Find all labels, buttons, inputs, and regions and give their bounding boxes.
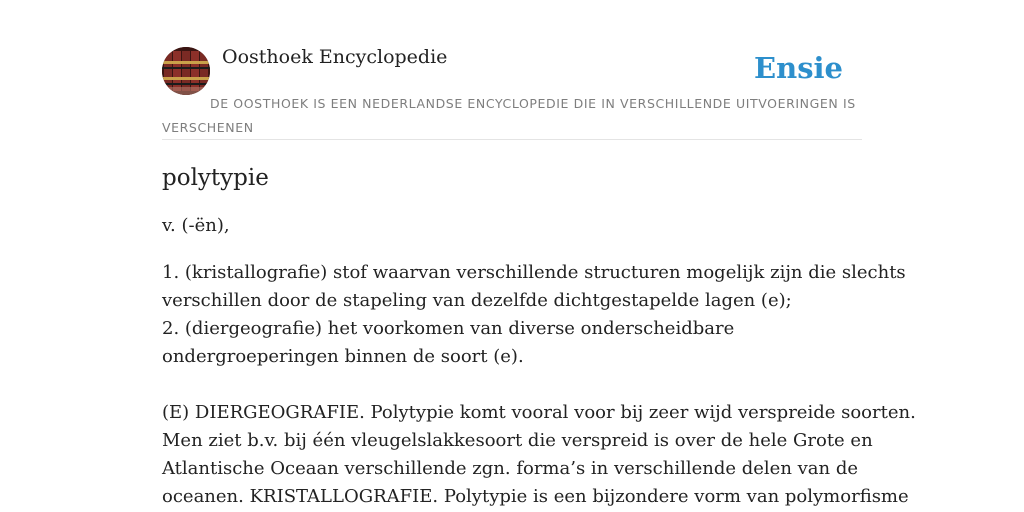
explanation-line: (E) DIERGEOGRAFIE. Polytypie komt vooral voor bij zeer wijd verspreide soorten. [162,402,916,423]
definition-line: verschillen door de stapeling van dezelfde dichtgestapelde lagen (e); [162,290,792,311]
entry-title: polytypie [162,165,269,191]
definition-line: 2. (diergeografie) het voorkomen van diverse onderscheidbare [162,318,735,339]
brand-logo[interactable]: Ensie [754,51,843,85]
site-header [162,46,862,140]
site-title[interactable]: Oosthoek Encyclopedie [222,46,448,68]
entry-grammar: v. (-ën), [162,215,230,236]
entry-content [162,160,916,511]
paragraph-gap [162,371,867,399]
site-tagline: DE OOSTHOEK IS EEN NEDERLANDSE ENCYCLOPEDIE DIE IN VERSCHILLENDE UITVOERINGEN IS VERSCHENEN [162,96,856,135]
definition-line: ondergroeperingen binnen de soort (e). [162,346,524,367]
explanation-line: Men ziet b.v. bij één vleugelslakkesoort die verspreid is over de hele Grote en [162,430,873,451]
explanation-line: Atlantische Oceaan verschillende zgn. forma’s in verschillende delen van de [162,458,859,479]
definition-line: 1. (kristallografie) stof waarvan verschillende structuren mogelijk zijn die slechts [162,262,906,283]
entry-body [162,259,916,511]
explanation-line: oceanen. KRISTALLOGRAFIE. Polytypie is een bijzondere vorm van polymorfisme [162,486,909,507]
encyclopedia-books-icon[interactable] [162,47,210,95]
